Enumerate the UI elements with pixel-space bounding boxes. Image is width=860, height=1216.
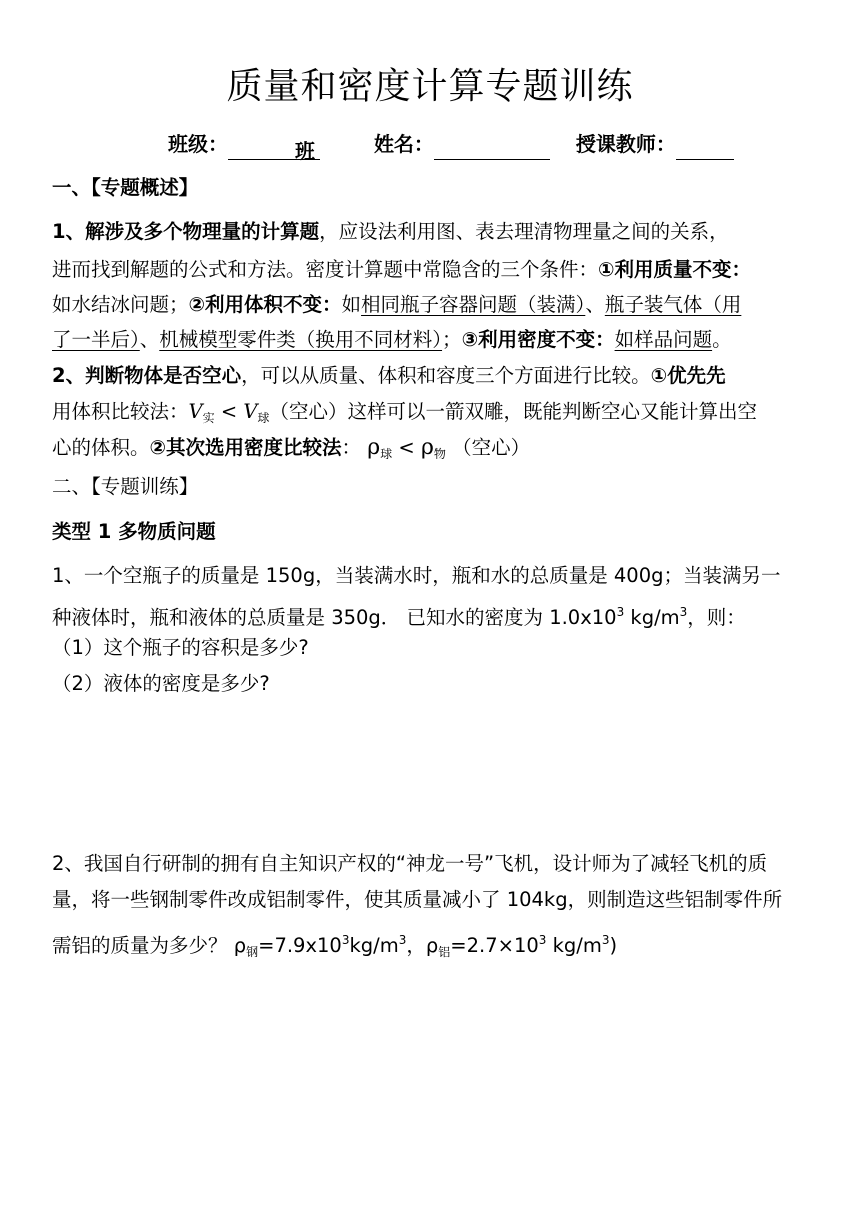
overview-paragraph-2-line-2: 用体积比较法：$V_实 < V_球$（空心）这样可以一箭双雕，既能判断空心又能计算出空 <box>52 400 757 425</box>
overview-paragraph-1-line-3: 如水结冰问题；②利用体积不变：如相同瓶子容器问题（装满）、瓶子装气体（用 <box>52 293 742 316</box>
mass-constant: ①利用质量不变 <box>598 258 732 281</box>
p1-lead: 1、解涉及多个物理量的计算题 <box>52 220 320 243</box>
class-label: 班级： <box>168 132 228 156</box>
overview-paragraph-2-line-3: 心的体积。②其次选用密度比较法： $\rho_球 < \rho_物$ （空心） <box>52 435 531 461</box>
section-heading-overview: 一、【专题概述】 <box>52 176 199 199</box>
steel-density: $\rho_钢=7.9x10^3kg/m^3$ <box>233 933 407 959</box>
volume-inequality: $V_实 < V_球$ <box>188 400 270 425</box>
question-1-line-2: 种液体时，瓶和液体的总质量是 350g． 已知水的密度为 $1.0x10^3$ $kg/m^3$，则： <box>52 605 746 629</box>
type-1-heading: 类型 1 多物质问题 <box>52 520 216 543</box>
p1-rest: ，应设法利用图、表去理清物理量之间的关系， <box>319 220 729 243</box>
question-1-part-2: （2）液体的密度是多少? <box>52 672 270 695</box>
aluminum-density: $\rho_铝=2.7\times 10^3$ $kg/m^3$ <box>425 933 610 959</box>
question-2-line-2: 量，将一些钢制零件改成铝制零件，使其质量减小了 104kg，则制造这些铝制零件所 <box>52 888 783 911</box>
page-title: 质量和密度计算专题训练 <box>226 66 634 107</box>
question-2-line-3: 需铝的质量为多少？ $\rho_钢=7.9x10^3kg/m^3$，$\rho_铝=2.7\times 10^3$ $kg/m^3$) <box>52 933 618 959</box>
volume-constant: ②利用体积不变： <box>188 293 342 316</box>
density-constant: ③利用密度不变： <box>461 328 615 351</box>
overview-paragraph-2-line-1: 2、判断物体是否空心，可以从质量、体积和容度三个方面进行比较。①优先先 <box>52 364 726 387</box>
class-blank <box>228 135 290 160</box>
teacher-label: 授课教师： <box>575 132 676 156</box>
p2-lead: 2、判断物体是否空心 <box>52 364 242 387</box>
student-info-row <box>168 128 808 163</box>
name-blank <box>434 135 550 160</box>
class-suffix: 班 <box>290 135 320 160</box>
question-1-part-1: （1）这个瓶子的容积是多少? <box>52 636 309 659</box>
p1-l2-a: 进而找到解题的公式和方法。密度计算题中常隐含的三个条件： <box>52 258 599 281</box>
name-label: 姓名： <box>373 132 434 156</box>
density-inequality: $\rho_球 < \rho_物$ <box>367 435 446 461</box>
question-2-line-1: 2、我国自行研制的拥有自主知识产权的“神龙一号”飞机，设计师为了减轻飞机的质 <box>52 852 768 875</box>
teacher-blank <box>676 135 734 160</box>
question-1-line-1: 1、一个空瓶子的质量是 150g，当装满水时，瓶和水的总质量是 400g；当装满另一 <box>52 564 781 587</box>
overview-paragraph-1-line-4: 了一半后）、机械模型零件类（换用不同材料）；③利用密度不变：如样品问题。 <box>52 328 732 351</box>
section-heading-training: 二、【专题训练】 <box>52 475 199 498</box>
overview-paragraph-1-line-1 <box>52 214 812 250</box>
overview-paragraph-1-line-2: 进而找到解题的公式和方法。密度计算题中常隐含的三个条件：①利用质量不变： <box>52 258 752 281</box>
